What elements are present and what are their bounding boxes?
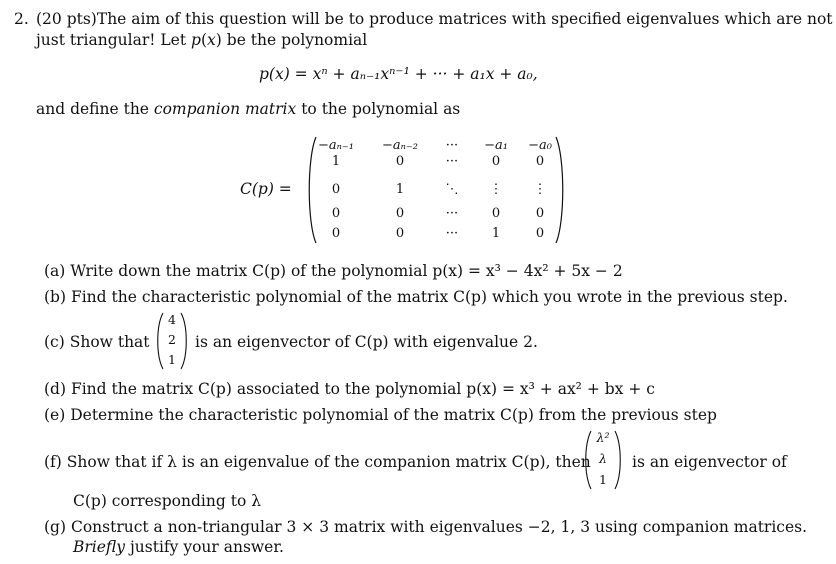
part-c-vector: [156, 312, 188, 370]
matrix-cell-r3-c3: ⋱: [445, 182, 459, 197]
matrix-cell-r4-c3: ···: [445, 206, 459, 221]
matrix-cell-r1-c4: −a₁: [484, 138, 508, 153]
part-f-label: (f): [44, 453, 62, 471]
vec-f-entry-2: λ: [599, 451, 607, 466]
matrix-cell-r3-c2: 1: [395, 182, 405, 197]
matrix-cell-r5-c2: 0: [395, 226, 405, 241]
part-f: [44, 453, 591, 471]
part-g: [44, 518, 807, 536]
intro-text-line2b: be the polynomial: [226, 31, 368, 49]
matrix-cell-r3-c1: 0: [331, 182, 341, 197]
question-points: (20 pts): [36, 10, 97, 28]
part-c-pre: Show that: [69, 333, 150, 351]
intro-text-line2a: just triangular! Let: [36, 31, 187, 49]
matrix-cell-r3-c5: ⋮: [533, 182, 547, 197]
matrix-cell-r4-c1: 0: [331, 206, 341, 221]
matrix-cell-r5-c4: 1: [491, 226, 501, 241]
part-e-label: (e): [44, 406, 66, 424]
part-c: [44, 333, 150, 351]
matrix-cell-r4-c5: 0: [535, 206, 545, 221]
question-number: 2.: [14, 10, 29, 28]
matrix-cell-r3-c4: ⋮: [489, 182, 503, 197]
part-c-post: is an eigenvector of C(p) with eigenvalue 2.: [195, 333, 538, 351]
companion-definition: [36, 100, 460, 118]
matrix-cell-r4-c2: 0: [395, 206, 405, 221]
companion-pre: and define the: [36, 100, 149, 118]
part-g-line2: [73, 538, 284, 556]
part-d: [44, 380, 655, 398]
matrix-cell-r5-c5: 0: [535, 226, 545, 241]
matrix-cell-r2-c5: 0: [535, 154, 545, 169]
matrix-cell-r2-c1: 1: [331, 154, 341, 169]
part-a-label: (a): [44, 262, 66, 280]
part-a: [44, 262, 623, 280]
matrix-cell-r4-c4: 0: [491, 206, 501, 221]
matrix-cell-r2-c2: 0: [395, 154, 405, 169]
companion-matrix: [306, 136, 566, 244]
vec-f-right-paren: [614, 430, 622, 490]
part-g-label: (g): [44, 518, 67, 536]
intro-text-line1: The aim of this question will be to produce matrices with specified eigenvalues which are not: [96, 10, 833, 28]
matrix-cell-r5-c1: 0: [331, 226, 341, 241]
part-g-text2: justify your answer.: [129, 538, 284, 556]
vec-f-entry-1: λ²: [596, 430, 610, 445]
part-e-text: Determine the characteristic polynomial of the matrix C(p) from the previous step: [70, 406, 717, 424]
part-f-post: is an eigenvector of: [632, 453, 787, 471]
part-b-text: Find the characteristic polynomial of the matrix C(p) which you wrote in the previous step.: [70, 288, 788, 306]
vec-f-entry-3: 1: [599, 472, 607, 487]
part-g-text: Construct a non-triangular 3 × 3 matrix with eigenvalues −2, 1, 3 using companion matrices.: [70, 518, 808, 536]
part-b-label: (b): [44, 288, 67, 306]
part-e: [44, 406, 717, 424]
matrix-cell-r1-c1: −aₙ₋₁: [318, 138, 354, 153]
part-d-text: Find the matrix C(p) associated to the polynomial p(x) = x³ + ax² + bx + c: [70, 380, 655, 398]
matrix-cell-r2-c3: ···: [445, 154, 459, 169]
matrix-cell-r5-c3: ···: [445, 226, 459, 241]
part-g-emph: Briefly: [73, 538, 126, 556]
part-f-pre: Show that if λ is an eigenvalue of the companion matrix C(p), then: [66, 453, 591, 471]
matrix-cell-r2-c4: 0: [491, 154, 501, 169]
question-intro-line1: [36, 10, 833, 28]
part-a-text: Write down the matrix C(p) of the polynomial p(x) = x³ − 4x² + 5x − 2: [70, 262, 623, 280]
matrix-label: C(p) =: [240, 180, 292, 198]
vec-c-right-paren: [180, 312, 188, 370]
companion-term: companion matrix: [153, 100, 297, 118]
part-f-vector: [584, 430, 622, 490]
vec-c-left-paren: [156, 312, 164, 370]
vec-c-entry-2: 2: [168, 332, 176, 347]
matrix-cell-r1-c3: ···: [445, 138, 459, 153]
part-b: [44, 288, 788, 306]
polynomial-definition: p(x) = xⁿ + aₙ₋₁xⁿ⁻¹ + ··· + a₁x + a₀,: [259, 65, 538, 83]
part-f-cont: C(p) corresponding to λ: [73, 492, 262, 510]
part-d-label: (d): [44, 380, 67, 398]
question-intro-line2: just triangular! Let p(x) be the polynomial: [36, 31, 368, 49]
intro-poly-symbol: p: [191, 31, 201, 49]
part-c-label: (c): [44, 333, 65, 351]
matrix-cell-r1-c2: −aₙ₋₂: [382, 138, 418, 153]
vec-f-left-paren: [584, 430, 592, 490]
matrix-cell-r1-c5: −a₀: [528, 138, 552, 153]
vec-c-entry-3: 1: [168, 352, 176, 367]
vec-c-entry-1: 4: [168, 312, 176, 327]
companion-post: to the polynomial as: [301, 100, 461, 118]
